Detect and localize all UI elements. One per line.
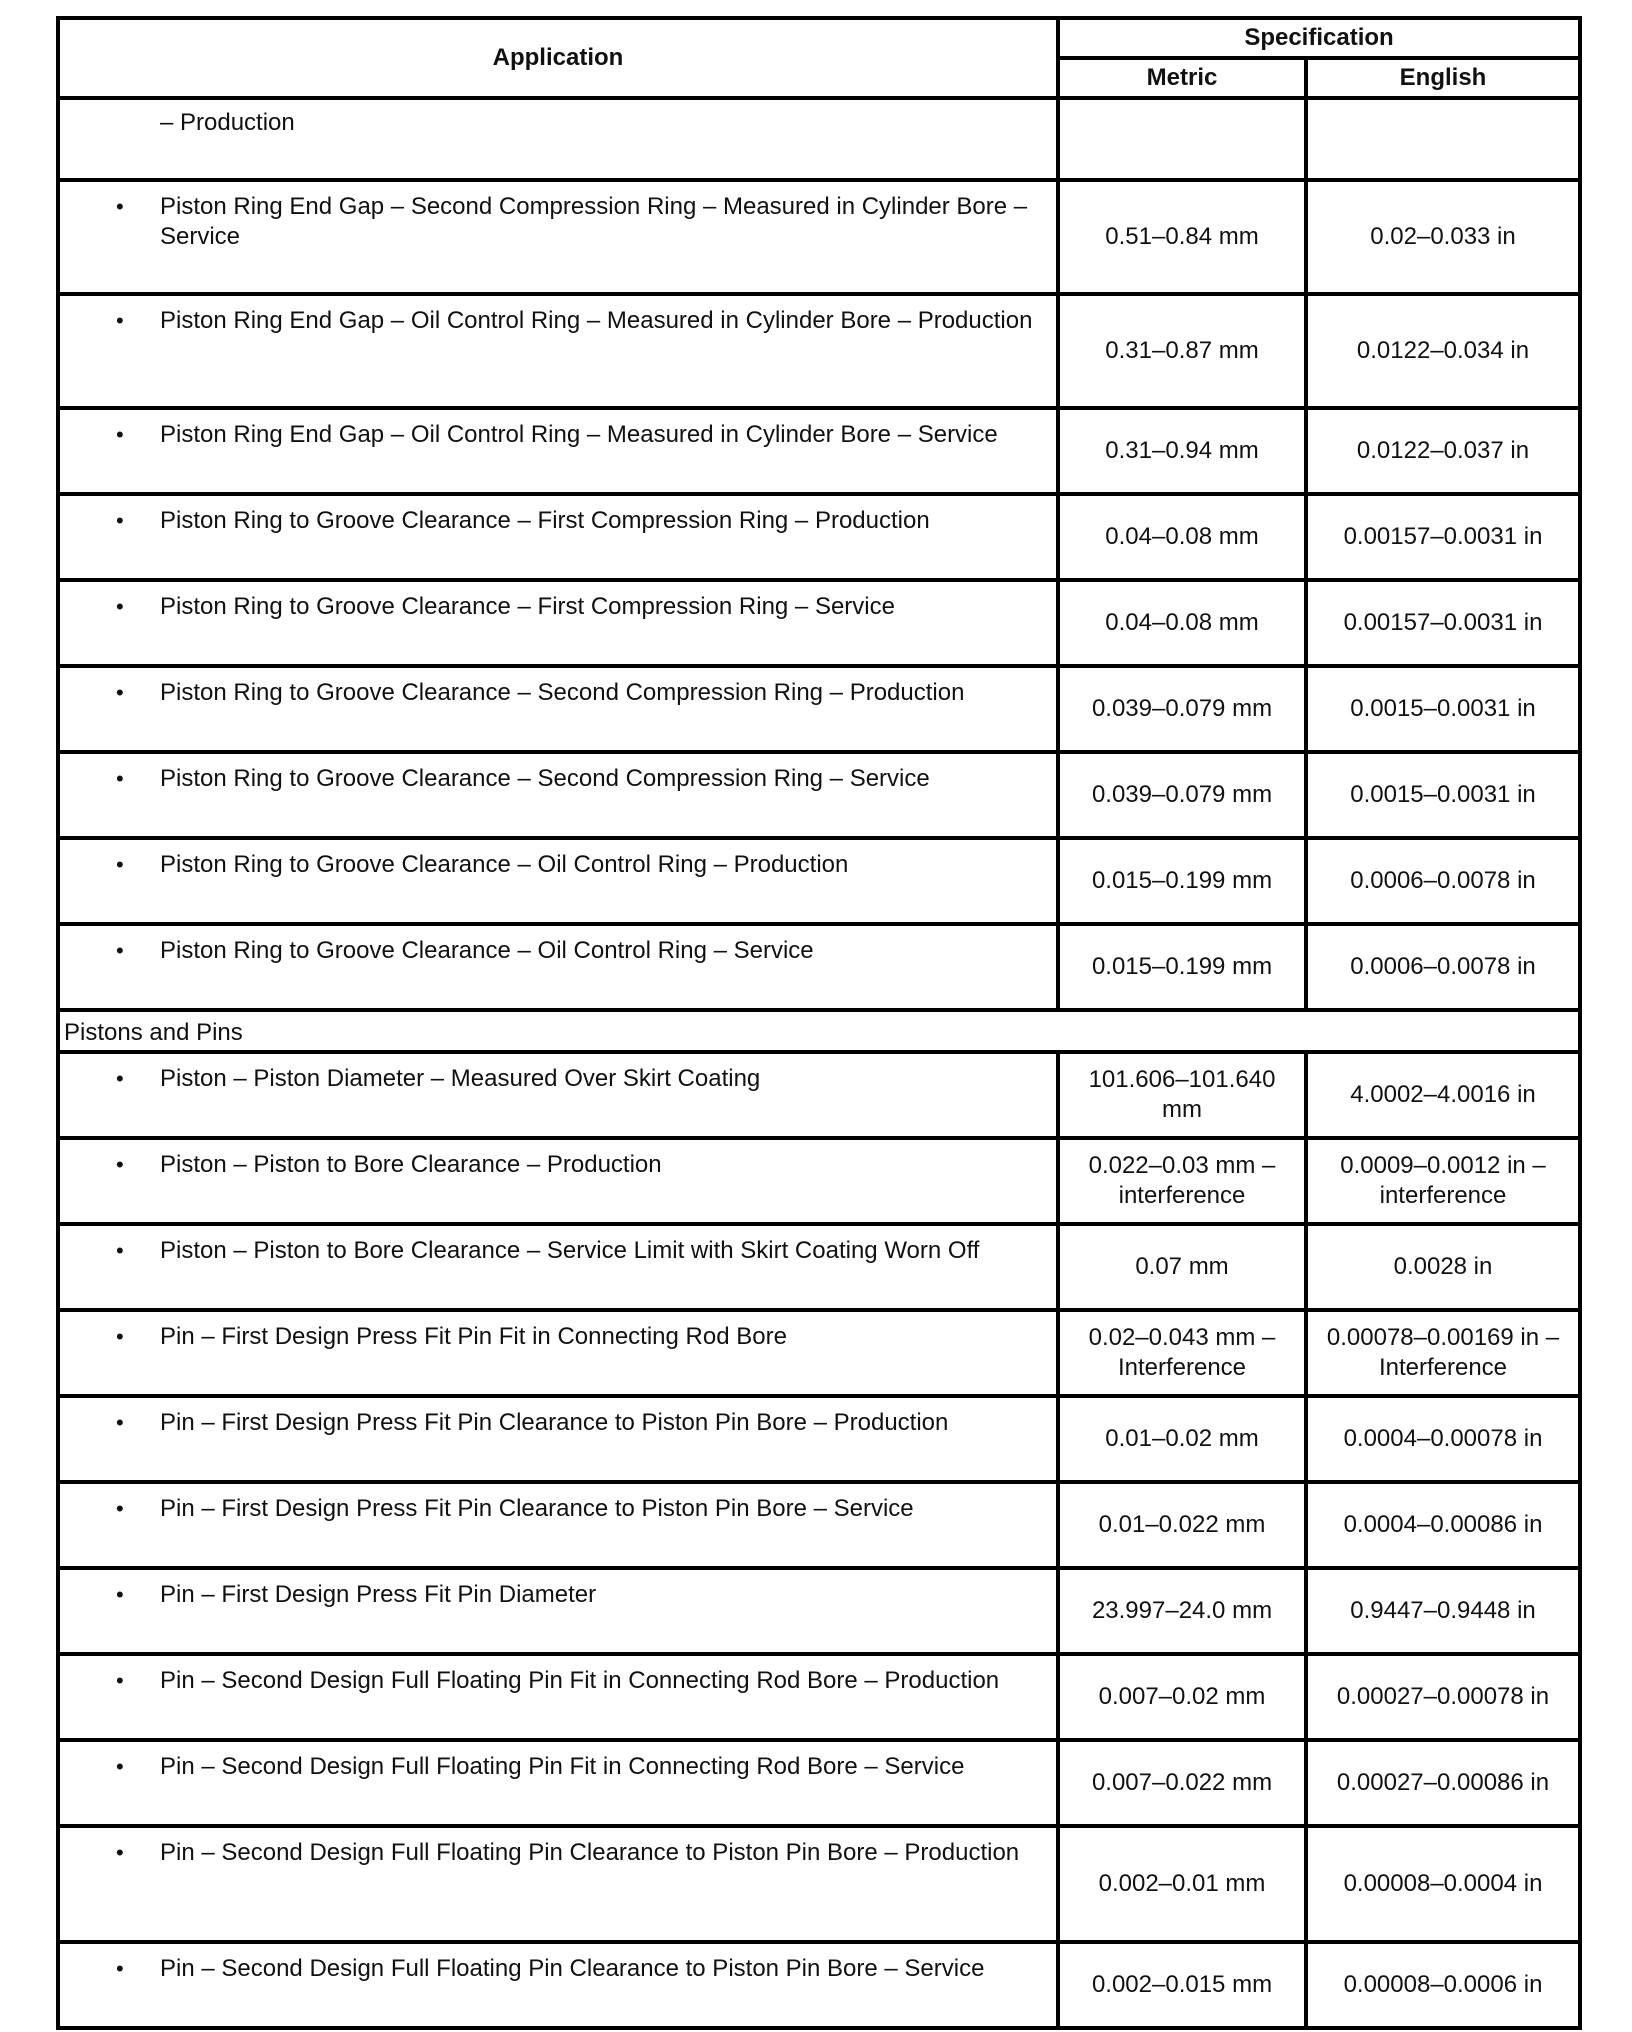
application-text: Pin – Second Design Full Floating Pin Fit in Connecting Rod Bore – Service bbox=[160, 1753, 965, 1780]
application-text: Pin – Second Design Full Floating Pin Clearance to Piston Pin Bore – Service bbox=[160, 1955, 985, 1982]
bullet-icon: • bbox=[116, 852, 124, 877]
table-row bbox=[58, 838, 1580, 924]
table-row bbox=[58, 1138, 1580, 1224]
table-row bbox=[58, 1740, 1580, 1826]
header-specification: Specification bbox=[1058, 18, 1580, 58]
english-value: 0.00027–0.00086 in bbox=[1306, 1740, 1580, 1826]
section-title: Pistons and Pins bbox=[58, 1010, 1580, 1052]
metric-value: 0.015–0.199 mm bbox=[1058, 838, 1306, 924]
application-cell bbox=[58, 1942, 1058, 2028]
bullet-icon: • bbox=[116, 1410, 124, 1435]
english-value: 0.0009–0.0012 in – interference bbox=[1306, 1138, 1580, 1224]
table-row bbox=[58, 1654, 1580, 1740]
table-row bbox=[58, 1310, 1580, 1396]
application-cell bbox=[58, 494, 1058, 580]
bullet-icon: • bbox=[116, 1066, 124, 1091]
application-text: Pin – First Design Press Fit Pin Clearance to Piston Pin Bore – Service bbox=[160, 1495, 914, 1522]
english-value: 0.0006–0.0078 in bbox=[1306, 838, 1580, 924]
english-value: 0.00008–0.0006 in bbox=[1306, 1942, 1580, 2028]
section-row bbox=[58, 1010, 1580, 1052]
bullet-icon: • bbox=[116, 1668, 124, 1693]
bullet-icon: • bbox=[116, 1754, 124, 1779]
application-cell bbox=[58, 1396, 1058, 1482]
metric-value: 0.015–0.199 mm bbox=[1058, 924, 1306, 1010]
application-cell bbox=[58, 294, 1058, 408]
metric-value: 0.007–0.022 mm bbox=[1058, 1740, 1306, 1826]
table-row bbox=[58, 1826, 1580, 1942]
metric-value: 0.31–0.87 mm bbox=[1058, 294, 1306, 408]
english-value: 0.0015–0.0031 in bbox=[1306, 666, 1580, 752]
application-cell bbox=[58, 1826, 1058, 1942]
piston-rows bbox=[58, 1052, 1580, 2028]
application-text: Piston Ring to Groove Clearance – First Compression Ring – Service bbox=[160, 593, 895, 620]
table-row bbox=[58, 924, 1580, 1010]
metric-value: 0.51–0.84 mm bbox=[1058, 180, 1306, 294]
english-value: 0.02–0.033 in bbox=[1306, 180, 1580, 294]
bullet-icon: • bbox=[116, 680, 124, 705]
header-english: English bbox=[1306, 58, 1580, 98]
table-row bbox=[58, 1942, 1580, 2028]
english-value: 0.0028 in bbox=[1306, 1224, 1580, 1310]
application-cell bbox=[58, 1310, 1058, 1396]
table-row bbox=[58, 180, 1580, 294]
table-row bbox=[58, 666, 1580, 752]
application-cell bbox=[58, 924, 1058, 1010]
application-cell bbox=[58, 1740, 1058, 1826]
application-text: Piston – Piston to Bore Clearance – Service Limit with Skirt Coating Worn Off bbox=[160, 1237, 980, 1264]
application-text: Pin – First Design Press Fit Pin Diameter bbox=[160, 1581, 597, 1608]
application-cell bbox=[58, 1482, 1058, 1568]
english-value: 0.00157–0.0031 in bbox=[1306, 494, 1580, 580]
application-cell bbox=[58, 1052, 1058, 1138]
table-row bbox=[58, 1224, 1580, 1310]
bullet-icon: • bbox=[116, 1152, 124, 1177]
bullet-icon: • bbox=[116, 1840, 124, 1865]
ring-rows bbox=[58, 180, 1580, 1010]
application-cell bbox=[58, 1568, 1058, 1654]
bullet-icon: • bbox=[116, 938, 124, 963]
metric-value: 0.07 mm bbox=[1058, 1224, 1306, 1310]
bullet-icon: • bbox=[116, 1956, 124, 1981]
metric-value: 0.002–0.015 mm bbox=[1058, 1942, 1306, 2028]
metric-value: 0.02–0.043 mm – Interference bbox=[1058, 1310, 1306, 1396]
empty-english-cell bbox=[1306, 98, 1580, 180]
table-row bbox=[58, 294, 1580, 408]
metric-value: 0.039–0.079 mm bbox=[1058, 666, 1306, 752]
continuation-text: – Production bbox=[160, 109, 295, 136]
english-value: 4.0002–4.0016 in bbox=[1306, 1052, 1580, 1138]
bullet-icon: • bbox=[116, 766, 124, 791]
bullet-icon: • bbox=[116, 1324, 124, 1349]
metric-value: 23.997–24.0 mm bbox=[1058, 1568, 1306, 1654]
application-text: Piston Ring End Gap – Second Compression Ring – Measured in Cylinder Bore – Service bbox=[160, 193, 1028, 250]
english-value: 0.0122–0.034 in bbox=[1306, 294, 1580, 408]
application-cell bbox=[58, 1654, 1058, 1740]
table-row bbox=[58, 1052, 1580, 1138]
metric-value: 0.01–0.022 mm bbox=[1058, 1482, 1306, 1568]
table-row bbox=[58, 1396, 1580, 1482]
application-text: Piston Ring to Groove Clearance – First Compression Ring – Production bbox=[160, 507, 930, 534]
application-text: Pin – First Design Press Fit Pin Fit in Connecting Rod Bore bbox=[160, 1323, 787, 1350]
metric-value: 0.039–0.079 mm bbox=[1058, 752, 1306, 838]
application-cell bbox=[58, 180, 1058, 294]
table-row bbox=[58, 1482, 1580, 1568]
bullet-icon: • bbox=[116, 1238, 124, 1263]
application-text: Piston – Piston Diameter – Measured Over Skirt Coating bbox=[160, 1065, 761, 1092]
application-text: Piston – Piston to Bore Clearance – Production bbox=[160, 1151, 662, 1178]
bullet-icon: • bbox=[116, 308, 124, 333]
empty-metric-cell bbox=[1058, 98, 1306, 180]
table-row bbox=[58, 408, 1580, 494]
application-cell bbox=[58, 1138, 1058, 1224]
table-row bbox=[58, 1568, 1580, 1654]
metric-value: 0.002–0.01 mm bbox=[1058, 1826, 1306, 1942]
table-row bbox=[58, 580, 1580, 666]
application-text: Piston Ring to Groove Clearance – Oil Control Ring – Service bbox=[160, 937, 814, 964]
application-cell bbox=[58, 666, 1058, 752]
application-cell bbox=[58, 1224, 1058, 1310]
application-text: Piston Ring End Gap – Oil Control Ring – Measured in Cylinder Bore – Production bbox=[160, 307, 1033, 334]
continuation-cell bbox=[58, 98, 1058, 180]
metric-value: 101.606–101.640 mm bbox=[1058, 1052, 1306, 1138]
english-value: 0.0015–0.0031 in bbox=[1306, 752, 1580, 838]
application-text: Piston Ring End Gap – Oil Control Ring – Measured in Cylinder Bore – Service bbox=[160, 421, 998, 448]
table-row bbox=[58, 494, 1580, 580]
application-text: Piston Ring to Groove Clearance – Oil Control Ring – Production bbox=[160, 851, 849, 878]
bullet-icon: • bbox=[116, 1496, 124, 1521]
application-text: Pin – First Design Press Fit Pin Clearance to Piston Pin Bore – Production bbox=[160, 1409, 949, 1436]
application-text: Pin – Second Design Full Floating Pin Clearance to Piston Pin Bore – Production bbox=[160, 1839, 1020, 1866]
bullet-icon: • bbox=[116, 1582, 124, 1607]
table-row bbox=[58, 752, 1580, 838]
english-value: 0.00078–0.00169 in – Interference bbox=[1306, 1310, 1580, 1396]
header-application: Application bbox=[58, 18, 1058, 98]
application-cell bbox=[58, 838, 1058, 924]
application-cell bbox=[58, 580, 1058, 666]
english-value: 0.0004–0.00078 in bbox=[1306, 1396, 1580, 1482]
bullet-icon: • bbox=[116, 508, 124, 533]
application-text: Pin – Second Design Full Floating Pin Fit in Connecting Rod Bore – Production bbox=[160, 1667, 1000, 1694]
application-text: Piston Ring to Groove Clearance – Second Compression Ring – Service bbox=[160, 765, 930, 792]
table-row-continuation bbox=[58, 98, 1580, 180]
english-value: 0.0122–0.037 in bbox=[1306, 408, 1580, 494]
metric-value: 0.01–0.02 mm bbox=[1058, 1396, 1306, 1482]
bullet-icon: • bbox=[116, 194, 124, 219]
metric-value: 0.04–0.08 mm bbox=[1058, 494, 1306, 580]
header-metric: Metric bbox=[1058, 58, 1306, 98]
english-value: 0.9447–0.9448 in bbox=[1306, 1568, 1580, 1654]
application-cell bbox=[58, 752, 1058, 838]
metric-value: 0.31–0.94 mm bbox=[1058, 408, 1306, 494]
specification-table bbox=[56, 16, 1582, 2030]
english-value: 0.00157–0.0031 in bbox=[1306, 580, 1580, 666]
metric-value: 0.022–0.03 mm – interference bbox=[1058, 1138, 1306, 1224]
english-value: 0.0006–0.0078 in bbox=[1306, 924, 1580, 1010]
application-cell bbox=[58, 408, 1058, 494]
english-value: 0.00008–0.0004 in bbox=[1306, 1826, 1580, 1942]
metric-value: 0.007–0.02 mm bbox=[1058, 1654, 1306, 1740]
bullet-icon: • bbox=[116, 422, 124, 447]
metric-value: 0.04–0.08 mm bbox=[1058, 580, 1306, 666]
english-value: 0.0004–0.00086 in bbox=[1306, 1482, 1580, 1568]
english-value: 0.00027–0.00078 in bbox=[1306, 1654, 1580, 1740]
application-text: Piston Ring to Groove Clearance – Second Compression Ring – Production bbox=[160, 679, 965, 706]
bullet-icon: • bbox=[116, 594, 124, 619]
